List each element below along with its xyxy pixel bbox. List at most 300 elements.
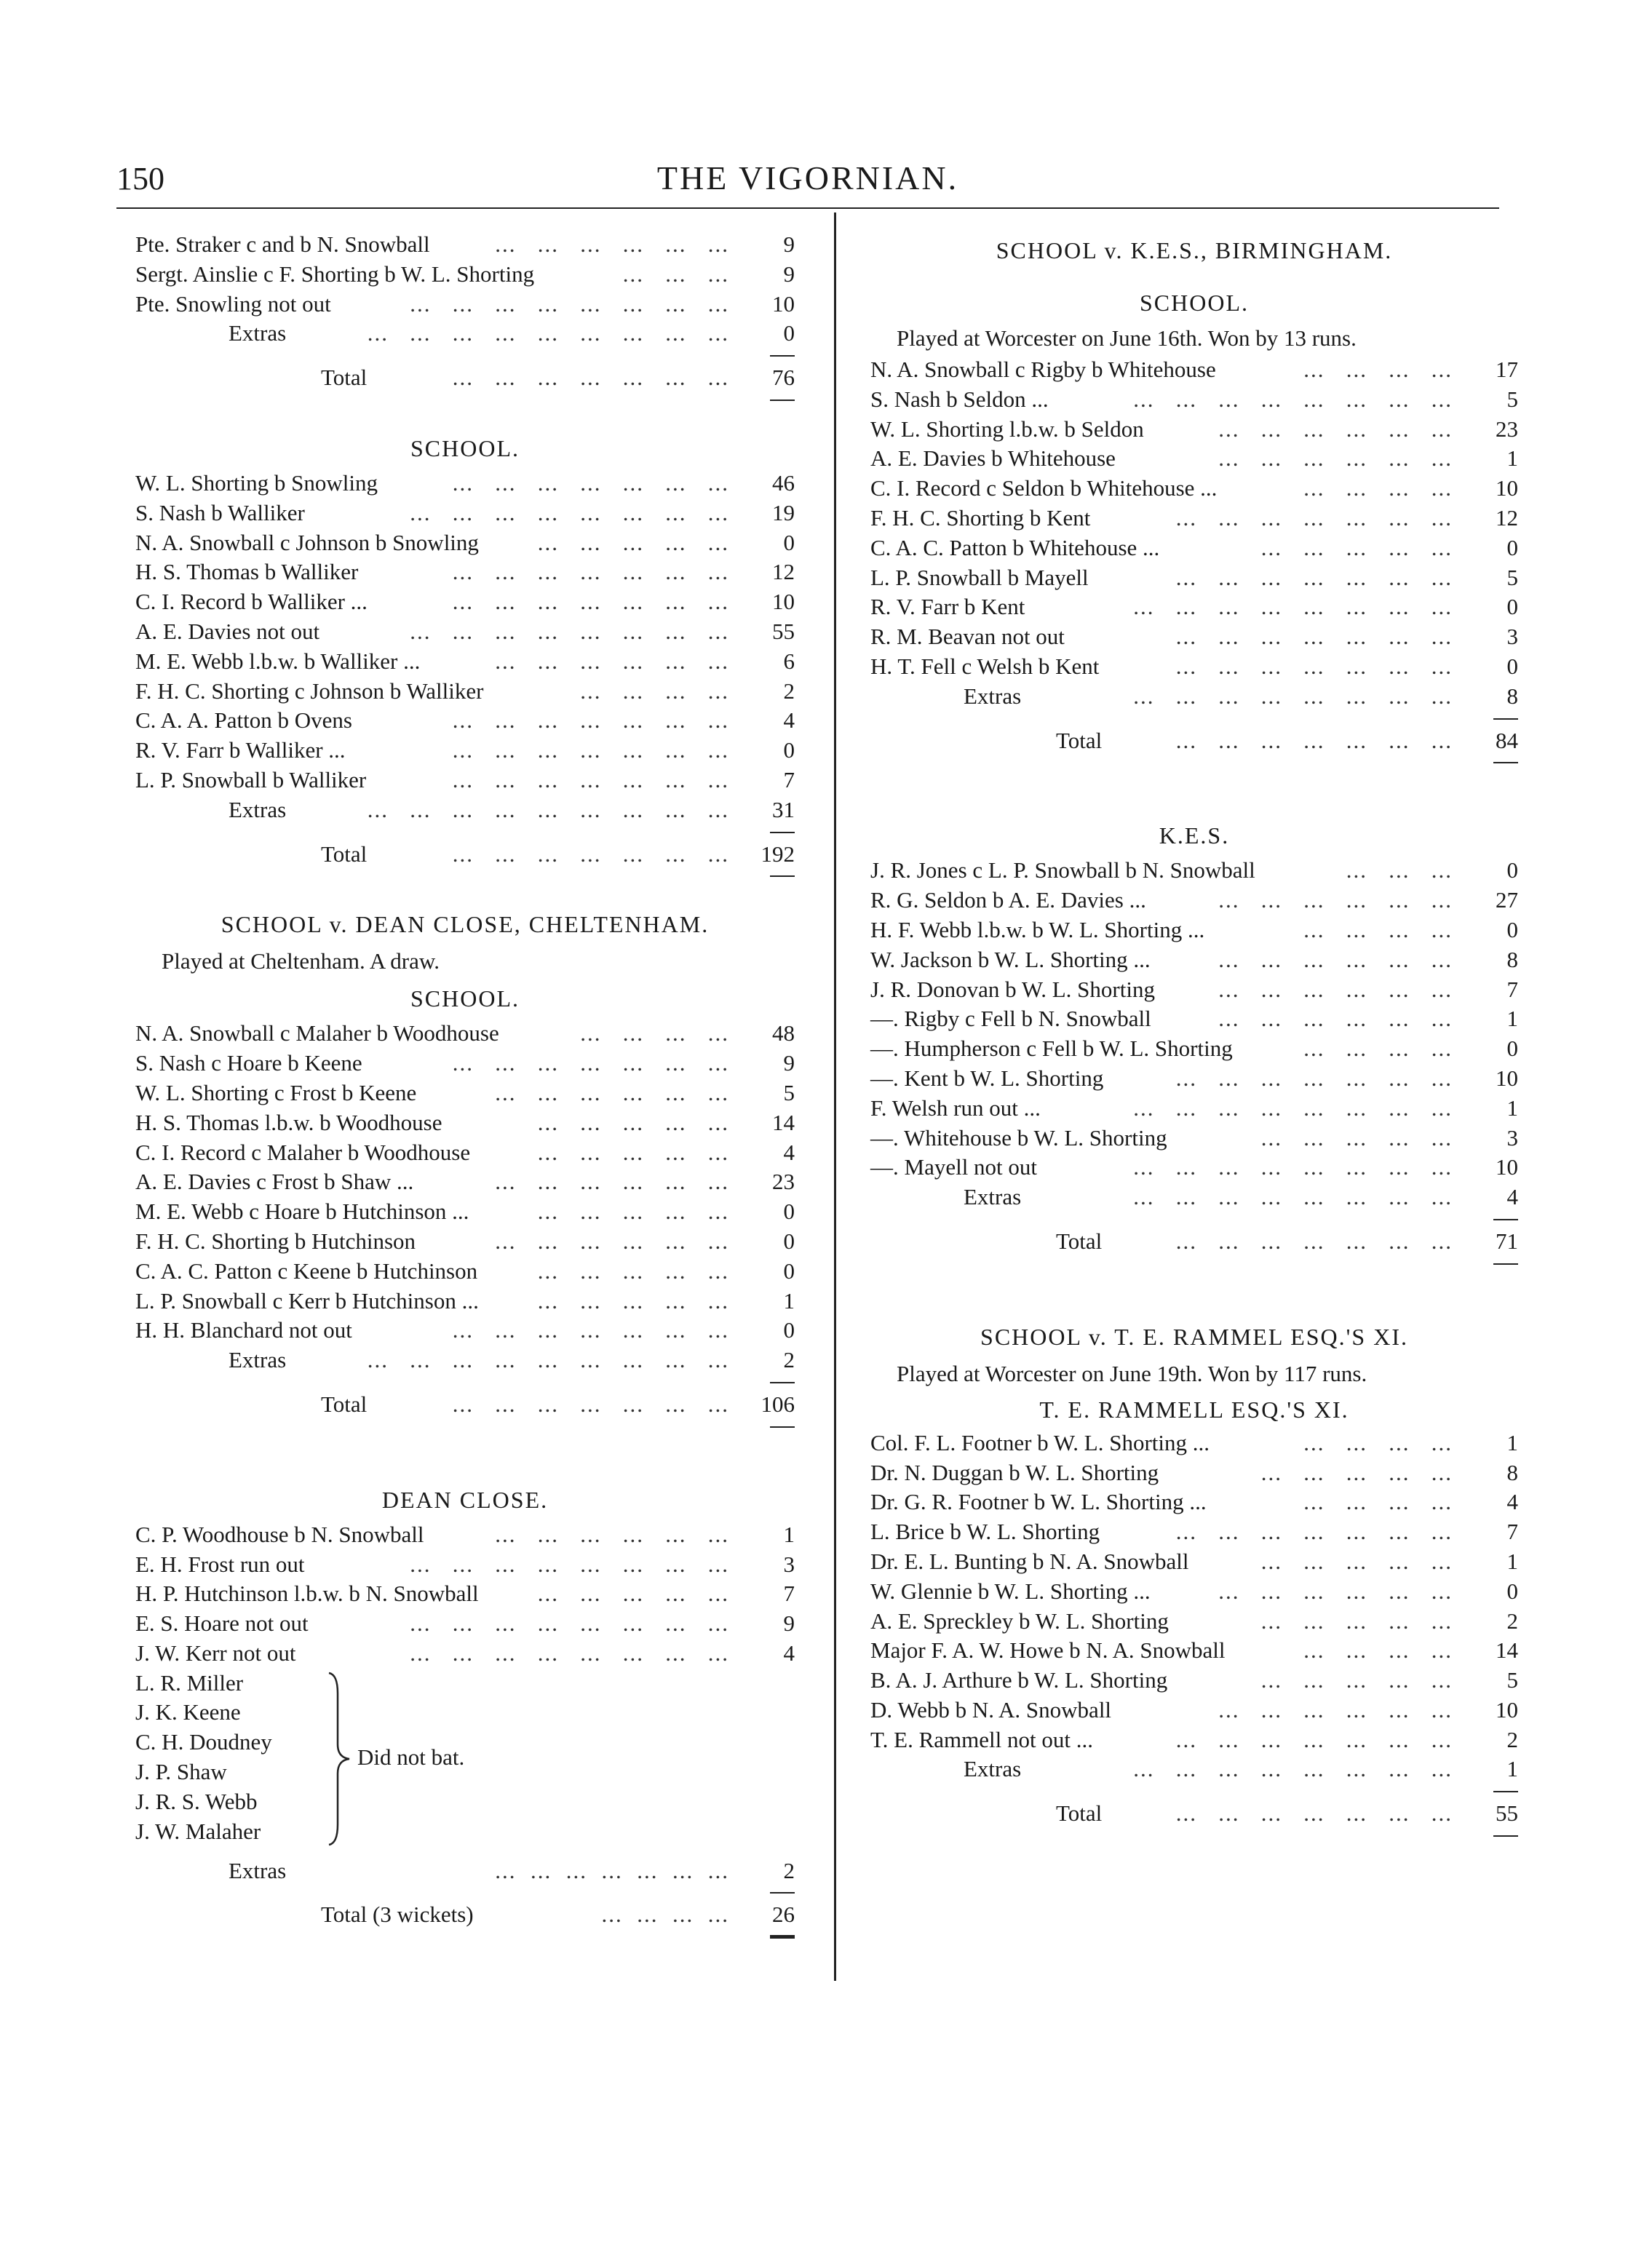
batsman-row <box>870 1124 1518 1153</box>
batsman-name: Pte. Snowling not out <box>135 290 331 317</box>
rule-dash <box>870 755 1518 770</box>
batsman-name: R. V. Farr b Kent <box>870 594 1025 620</box>
batsman-row <box>135 290 795 319</box>
rule-dash <box>870 1784 1518 1799</box>
batsman-name: H. F. Webb l.b.w. b W. L. Shorting ... <box>870 916 1205 942</box>
right-column <box>870 230 1518 1843</box>
leader-dots: ... ... ... ... ... <box>537 1257 729 1284</box>
runs: 9 <box>783 1050 795 1076</box>
leader-dots: ... ... ... ... <box>1303 1489 1453 1515</box>
batsman-name: —. Rigby c Fell b N. Snowball <box>870 1006 1151 1032</box>
batsman-name: H. S. Thomas l.b.w. b Woodhouse <box>135 1109 442 1135</box>
total-label: Total <box>321 1391 368 1417</box>
runs: 0 <box>783 1257 795 1284</box>
leader-dots: ... ... ... ... ... ... ... <box>452 365 729 391</box>
batsman-row <box>135 1257 795 1287</box>
batsman-row <box>135 1138 795 1168</box>
batsman-row <box>135 1579 795 1609</box>
rule-dash <box>870 712 1518 726</box>
leader-dots: ... ... ... ... ... ... <box>1218 976 1453 1002</box>
leader-dots: ... ... ... ... <box>580 678 729 704</box>
runs: 8 <box>1506 946 1518 972</box>
leader-dots: ... ... ... ... ... ... ... ... ... <box>367 320 729 346</box>
leader-dots: ... ... ... ... ... ... ... <box>495 1857 729 1883</box>
runs: 9 <box>783 231 795 257</box>
runs: 27 <box>1496 887 1518 913</box>
total-label: Total <box>321 365 368 391</box>
leader-dots: ... ... ... ... ... ... ... ... <box>1133 386 1453 412</box>
top-innings <box>135 230 795 408</box>
batsman-row <box>870 1696 1518 1725</box>
batsman-name: A. E. Davies c Frost b Shaw ... <box>135 1169 414 1195</box>
runs: 0 <box>1506 653 1518 679</box>
leader-dots: ... ... ... ... ... <box>1260 534 1453 560</box>
batsman-name: W. Glennie b W. L. Shorting ... <box>870 1578 1151 1604</box>
leader-dots: ... ... ... ... ... <box>537 529 729 555</box>
leader-dots: ... ... ... ... ... ... <box>495 1521 729 1547</box>
runs: 3 <box>783 1551 795 1577</box>
runs: 1 <box>783 1287 795 1314</box>
batsman-row <box>135 736 795 766</box>
batsman-name: L. P. Snowball c Kerr b Hutchinson ... <box>135 1287 479 1314</box>
total-row <box>870 1799 1518 1829</box>
extras-row <box>135 795 795 825</box>
total-runs: 192 <box>761 841 795 867</box>
runs: 5 <box>1506 1667 1518 1693</box>
batsman-row <box>870 1458 1518 1488</box>
rule-dash <box>870 1829 1518 1843</box>
did-not-bat-player: C. H. Doudney <box>135 1729 272 1755</box>
batsman-row <box>870 1153 1518 1183</box>
extras-label: Extras <box>964 1184 1022 1210</box>
batsman-row <box>870 622 1518 652</box>
batsman-name: J. W. Kerr not out <box>135 1640 296 1666</box>
runs: 4 <box>1506 1184 1518 1210</box>
batsman-name: D. Webb b N. A. Snowball <box>870 1696 1112 1723</box>
extras-row <box>135 319 795 349</box>
rammell-xi-innings <box>870 1429 1518 1843</box>
batsman-row <box>870 652 1518 682</box>
runs: 8 <box>1506 683 1518 709</box>
leader-dots: ... ... ... ... ... ... <box>1218 1006 1453 1032</box>
batsman-row <box>870 563 1518 593</box>
batsman-row <box>870 592 1518 622</box>
runs: 31 <box>772 796 795 822</box>
batsman-name: N. A. Snowball c Malaher b Woodhouse <box>135 1020 499 1046</box>
batsman-row <box>870 504 1518 533</box>
leader-dots: ... ... ... <box>1346 857 1453 883</box>
runs: 46 <box>772 469 795 496</box>
total-label: Total <box>1056 727 1103 753</box>
leader-dots: ... ... ... ... ... ... ... <box>1175 1228 1453 1254</box>
batsman-name: F. H. C. Shorting c Johnson b Walliker <box>135 678 484 704</box>
extras-label: Extras <box>964 683 1022 709</box>
runs: 0 <box>1506 1036 1518 1062</box>
batsman-name: C. A. C. Patton b Whitehouse ... <box>870 534 1160 560</box>
kes-match-note: Played at Worcester on June 16th. Won by 13 runs. <box>897 325 1357 351</box>
batsman-name: F. Welsh run out ... <box>870 1094 1041 1121</box>
batsman-row <box>870 1607 1518 1637</box>
batsman-row <box>870 975 1518 1005</box>
batsman-row <box>870 1094 1518 1124</box>
rule-dash <box>135 1420 795 1434</box>
batsman-name: E. H. Frost run out <box>135 1551 305 1577</box>
batsman-row <box>135 1520 795 1550</box>
batsman-name: H. P. Hutchinson l.b.w. b N. Snowball <box>135 1581 479 1607</box>
runs: 10 <box>772 589 795 615</box>
batsman-name: Dr. G. R. Footner b W. L. Shorting ... <box>870 1489 1207 1515</box>
leader-dots: ... ... ... ... ... ... ... <box>1175 653 1453 679</box>
leader-dots: ... ... ... ... <box>1303 916 1453 942</box>
rule-dash <box>870 1212 1518 1227</box>
batsman-name: L. P. Snowball b Mayell <box>870 564 1089 590</box>
leader-dots: ... ... ... ... ... ... ... ... <box>410 290 729 317</box>
leader-dots: ... ... ... ... ... ... ... ... <box>1133 594 1453 620</box>
extras-label: Extras <box>229 1857 287 1883</box>
batsman-name: Dr. N. Duggan b W. L. Shorting <box>870 1459 1159 1485</box>
batsman-name: Dr. E. L. Bunting b N. A. Snowball <box>870 1548 1189 1574</box>
batsman-name: A. E. Spreckley b W. L. Shorting <box>870 1608 1169 1634</box>
runs: 23 <box>772 1169 795 1195</box>
runs: 3 <box>1506 1124 1518 1151</box>
did-not-bat-player: J. K. Keene <box>135 1699 241 1725</box>
batsman-row <box>135 498 795 528</box>
batsman-name: F. H. C. Shorting b Hutchinson <box>135 1228 416 1254</box>
kes-innings <box>870 856 1518 1271</box>
leader-dots: ... ... ... ... ... ... ... <box>1175 564 1453 590</box>
batsman-name: T. E. Rammell not out ... <box>870 1726 1093 1752</box>
runs: 0 <box>783 320 795 346</box>
extras-label: Extras <box>964 1756 1022 1782</box>
batsman-row <box>135 587 795 617</box>
batsman-name: W. L. Shorting c Frost b Keene <box>135 1079 417 1105</box>
rammell-xi-heading: T. E. RAMMELL ESQ.'S XI. <box>1039 1396 1349 1423</box>
batsman-row <box>870 1666 1518 1696</box>
leader-dots: ... ... ... ... ... ... ... <box>1175 1519 1453 1545</box>
leader-dots: ... ... ... ... ... ... ... <box>452 766 729 792</box>
total-row <box>135 840 795 870</box>
runs: 4 <box>783 1640 795 1666</box>
leader-dots: ... ... ... ... ... <box>537 1287 729 1314</box>
batsman-row <box>870 1487 1518 1517</box>
did-not-bat-names <box>135 1669 272 1847</box>
total-runs: 26 <box>772 1902 795 1928</box>
batsman-row <box>135 1078 795 1108</box>
batsman-name: H. S. Thomas b Walliker <box>135 559 359 585</box>
leader-dots: ... ... ... ... ... ... <box>495 1169 729 1195</box>
leader-dots: ... ... ... ... ... ... <box>495 231 729 257</box>
runs: 0 <box>783 1317 795 1343</box>
batsman-name: S. Nash b Seldon ... <box>870 386 1049 412</box>
batsman-row <box>135 1197 795 1227</box>
batsman-row <box>135 1019 795 1049</box>
total-label: Total <box>1056 1228 1103 1254</box>
total-runs: 71 <box>1496 1228 1518 1254</box>
school-innings <box>135 469 795 883</box>
batsman-row <box>135 1550 795 1580</box>
runs: 0 <box>1506 857 1518 883</box>
batsman-name: —. Kent b W. L. Shorting <box>870 1065 1104 1091</box>
runs: 1 <box>783 1521 795 1547</box>
rule-dash <box>135 393 795 408</box>
school-heading: SCHOOL. <box>410 434 520 461</box>
runs: 17 <box>1496 357 1518 382</box>
leader-dots: ... ... ... ... ... ... ... <box>452 469 729 496</box>
runs: 0 <box>1506 1578 1518 1604</box>
leader-dots: ... ... ... ... ... ... <box>495 1228 729 1254</box>
leader-dots: ... ... ... ... ... ... ... ... <box>1133 1094 1453 1121</box>
left-column <box>135 230 795 1944</box>
batsman-name: —. Whitehouse b W. L. Shorting <box>870 1124 1167 1151</box>
batsman-row <box>870 1547 1518 1577</box>
column-divider <box>834 212 836 1981</box>
total-label: Total (3 wickets) <box>321 1902 474 1928</box>
batsman-row <box>870 1034 1518 1064</box>
leader-dots: ... ... ... ... <box>1303 1637 1453 1664</box>
runs: 4 <box>783 1139 795 1165</box>
runs: 8 <box>1506 1459 1518 1485</box>
leader-dots: ... ... ... ... ... ... ... ... ... <box>367 1347 729 1373</box>
page-header <box>116 153 1499 204</box>
extras-runs: 2 <box>783 1857 795 1883</box>
batsman-row <box>135 1049 795 1078</box>
batsman-row <box>870 355 1518 385</box>
extras-label: Extras <box>229 320 287 346</box>
batsman-row <box>135 766 795 795</box>
batsman-row <box>135 706 795 736</box>
leader-dots: ... ... ... ... <box>1303 1036 1453 1062</box>
runs: 12 <box>1496 504 1518 531</box>
batsman-name: B. A. J. Arthure b W. L. Shorting <box>870 1667 1168 1693</box>
batsman-row <box>870 533 1518 563</box>
total-label: Total <box>1056 1800 1103 1827</box>
leader-dots: ... ... ... ... ... <box>537 1581 729 1607</box>
batsman-name: M. E. Webb c Hoare b Hutchinson ... <box>135 1199 469 1225</box>
batsman-name: R. G. Seldon b A. E. Davies ... <box>870 887 1146 913</box>
leader-dots: ... ... ... ... ... ... ... <box>1175 727 1453 753</box>
leader-dots: ... ... ... ... ... ... ... ... ... <box>367 796 729 822</box>
batsman-row <box>870 1636 1518 1666</box>
extras-label: Extras <box>229 796 287 822</box>
batsman-row <box>135 1287 795 1316</box>
extras-row <box>135 1856 795 1886</box>
total-row <box>870 1227 1518 1257</box>
batsman-row <box>870 474 1518 504</box>
total-runs: 55 <box>1496 1800 1518 1827</box>
batsman-name: H. T. Fell c Welsh b Kent <box>870 653 1100 679</box>
batsman-row <box>135 557 795 587</box>
leader-dots: ... ... ... ... <box>580 1020 729 1046</box>
brace-icon <box>326 1672 352 1846</box>
dean-close-school-innings <box>135 1019 795 1434</box>
leader-dots: ... ... ... ... ... ... <box>1218 416 1453 442</box>
leader-dots: ... ... ... ... ... ... ... ... <box>410 1640 729 1666</box>
leader-dots: ... ... ... ... ... ... <box>1218 946 1453 972</box>
leader-dots: ... ... ... ... ... ... ... <box>1175 624 1453 650</box>
total-row <box>135 363 795 393</box>
batsman-row <box>135 469 795 498</box>
kes-school-innings <box>870 355 1518 770</box>
batsman-name: A. E. Davies not out <box>135 618 320 644</box>
runs: 7 <box>1506 1519 1518 1545</box>
leader-dots: ... ... ... ... ... <box>537 1199 729 1225</box>
batsman-name: Major F. A. W. Howe b N. A. Snowball <box>870 1637 1226 1664</box>
total-row <box>870 726 1518 756</box>
batsman-row <box>870 1004 1518 1034</box>
dean-close-school-heading: SCHOOL. <box>410 985 520 1012</box>
rammell-match-note: Played at Worcester on June 19th. Won by 117 runs. <box>897 1360 1367 1386</box>
did-not-bat-block <box>135 1669 795 1856</box>
batsman-name: Col. F. L. Footner b W. L. Shorting ... <box>870 1429 1210 1455</box>
batsman-row <box>135 677 795 707</box>
batsman-name: S. Nash c Hoare b Keene <box>135 1050 362 1076</box>
runs: 10 <box>1496 1696 1518 1723</box>
leader-dots: ... ... ... ... ... <box>1260 1548 1453 1574</box>
extras-row <box>870 682 1518 712</box>
batsman-name: W. L. Shorting b Snowling <box>135 469 378 496</box>
runs: 1 <box>1506 1094 1518 1121</box>
leader-dots: ... ... ... ... ... ... ... <box>1175 1726 1453 1752</box>
batsman-row <box>870 886 1518 915</box>
batsman-row <box>135 1639 795 1669</box>
batsman-name: S. Nash b Walliker <box>135 499 305 525</box>
runs: 55 <box>772 618 795 644</box>
batsman-name: C. P. Woodhouse b N. Snowball <box>135 1521 424 1547</box>
leader-dots: ... ... ... ... ... ... <box>1218 445 1453 472</box>
batsman-name: M. E. Webb l.b.w. b Walliker ... <box>135 648 421 674</box>
did-not-bat-label: Did not bat. <box>357 1744 465 1770</box>
batsman-name: Sergt. Ainslie c F. Shorting b W. L. Shorting <box>135 261 535 287</box>
leader-dots: ... ... ... ... ... <box>537 1109 729 1135</box>
dean-close-match-note: Played at Cheltenham. A draw. <box>162 948 440 974</box>
runs: 19 <box>772 499 795 525</box>
batsman-row <box>870 444 1518 474</box>
batsman-row <box>870 945 1518 975</box>
leader-dots: ... ... ... ... ... ... ... <box>452 707 729 734</box>
batsman-name: E. S. Hoare not out <box>135 1610 309 1637</box>
leader-dots: ... ... ... ... <box>1303 1429 1453 1455</box>
leader-dots: ... ... ... ... ... ... ... ... <box>1133 1154 1453 1180</box>
runs: 2 <box>783 678 795 704</box>
runs: 4 <box>783 707 795 734</box>
batsman-name: C. A. A. Patton b Ovens <box>135 707 352 734</box>
extras-row <box>870 1183 1518 1212</box>
dean-close-innings <box>135 1520 795 1669</box>
runs: 2 <box>1506 1726 1518 1752</box>
dean-close-heading: DEAN CLOSE. <box>381 1486 549 1513</box>
leader-dots: ... ... ... ... ... ... ... <box>452 559 729 585</box>
leader-dots: ... ... ... ... ... ... ... ... <box>1133 683 1453 709</box>
dean-close-match-title: SCHOOL v. DEAN CLOSE, CHELTENHAM. <box>221 911 710 938</box>
total-row <box>135 1900 795 1930</box>
runs: 0 <box>783 529 795 555</box>
leader-dots: ... ... ... ... ... ... <box>1218 887 1453 913</box>
batsman-row <box>870 856 1518 886</box>
batsman-row <box>135 1227 795 1257</box>
leader-dots: ... ... ... ... ... ... ... <box>452 589 729 615</box>
kes-match-title: SCHOOL v. K.E.S., BIRMINGHAM. <box>996 237 1393 263</box>
extras-row <box>135 1346 795 1375</box>
runs: 5 <box>1506 386 1518 412</box>
leader-dots: ... ... ... ... ... ... ... <box>452 1050 729 1076</box>
leader-dots: ... ... ... ... <box>1303 475 1453 501</box>
runs: 1 <box>1506 1756 1518 1782</box>
rule-dash <box>135 349 795 363</box>
runs: 2 <box>783 1347 795 1373</box>
leader-dots: ... ... ... ... ... ... ... ... <box>410 618 729 644</box>
runs: 6 <box>783 648 795 674</box>
did-not-bat-player: J. W. Malaher <box>135 1818 261 1844</box>
leader-dots: ... ... ... ... ... ... ... <box>1175 504 1453 531</box>
batsman-row <box>135 1316 795 1346</box>
runs: 1 <box>1506 1429 1518 1455</box>
total-label: Total <box>321 841 368 867</box>
total-runs: 106 <box>761 1391 795 1417</box>
runs: 0 <box>1506 916 1518 942</box>
leader-dots: ... ... ... ... ... <box>1260 1124 1453 1151</box>
leader-dots: ... ... ... ... ... <box>537 1139 729 1165</box>
batsman-name: N. A. Snowball c Rigby b Whitehouse <box>870 357 1216 382</box>
batsman-name: L. Brice b W. L. Shorting <box>870 1519 1100 1545</box>
leader-dots: ... ... ... <box>622 261 729 287</box>
extras-row <box>870 1755 1518 1784</box>
batsman-name: J. R. Donovan b W. L. Shorting <box>870 976 1155 1002</box>
batsman-row <box>135 230 795 260</box>
leader-dots: ... ... ... ... ... ... ... <box>452 1391 729 1417</box>
runs: 0 <box>1506 594 1518 620</box>
batsman-name: R. M. Beavan not out <box>870 624 1065 650</box>
batsman-name: N. A. Snowball c Johnson b Snowling <box>135 529 479 555</box>
batsman-row <box>870 1429 1518 1458</box>
batsman-name: W. Jackson b W. L. Shorting ... <box>870 946 1151 972</box>
runs: 48 <box>772 1020 795 1046</box>
runs: 9 <box>783 1610 795 1637</box>
batsman-name: C. I. Record c Seldon b Whitehouse ... <box>870 475 1218 501</box>
did-not-bat-player: J. R. S. Webb <box>135 1788 258 1814</box>
leader-dots: ... ... ... ... ... ... ... ... <box>410 1610 729 1637</box>
batsman-name: W. L. Shorting l.b.w. b Seldon <box>870 416 1144 442</box>
batsman-name: F. H. C. Shorting b Kent <box>870 504 1091 531</box>
rammell-match-title: SCHOOL v. T. E. RAMMEL ESQ.'S XI. <box>980 1323 1408 1350</box>
batsman-row <box>870 1577 1518 1607</box>
batsman-row <box>135 1167 795 1197</box>
runs: 1 <box>1506 1548 1518 1574</box>
batsman-row <box>870 415 1518 445</box>
runs: 1 <box>1506 445 1518 472</box>
runs: 2 <box>1506 1608 1518 1634</box>
leader-dots: ... ... ... ... <box>601 1902 729 1928</box>
leader-dots: ... ... ... ... ... ... ... <box>1175 1800 1453 1827</box>
runs: 14 <box>1496 1637 1518 1664</box>
leader-dots: ... ... ... ... ... <box>1260 1608 1453 1634</box>
journal-title: THE VIGORNIAN. <box>656 159 959 196</box>
batsman-name: C. I. Record b Walliker ... <box>135 589 368 615</box>
leader-dots: ... ... ... ... ... <box>1260 1459 1453 1485</box>
batsman-name: —. Mayell not out <box>870 1154 1038 1180</box>
batsman-row <box>135 260 795 290</box>
batsman-row <box>135 647 795 677</box>
leader-dots: ... ... ... ... ... ... ... ... <box>1133 1184 1453 1210</box>
runs: 7 <box>1506 976 1518 1002</box>
runs: 10 <box>1496 1154 1518 1180</box>
batsman-row <box>870 1517 1518 1547</box>
runs: 10 <box>1496 475 1518 501</box>
extras-label: Extras <box>229 1347 287 1373</box>
leader-dots: ... ... ... ... ... ... ... ... <box>1133 1756 1453 1782</box>
leader-dots: ... ... ... ... ... ... <box>1218 1696 1453 1723</box>
leader-dots: ... ... ... ... ... ... <box>1218 1578 1453 1604</box>
runs: 0 <box>783 737 795 763</box>
